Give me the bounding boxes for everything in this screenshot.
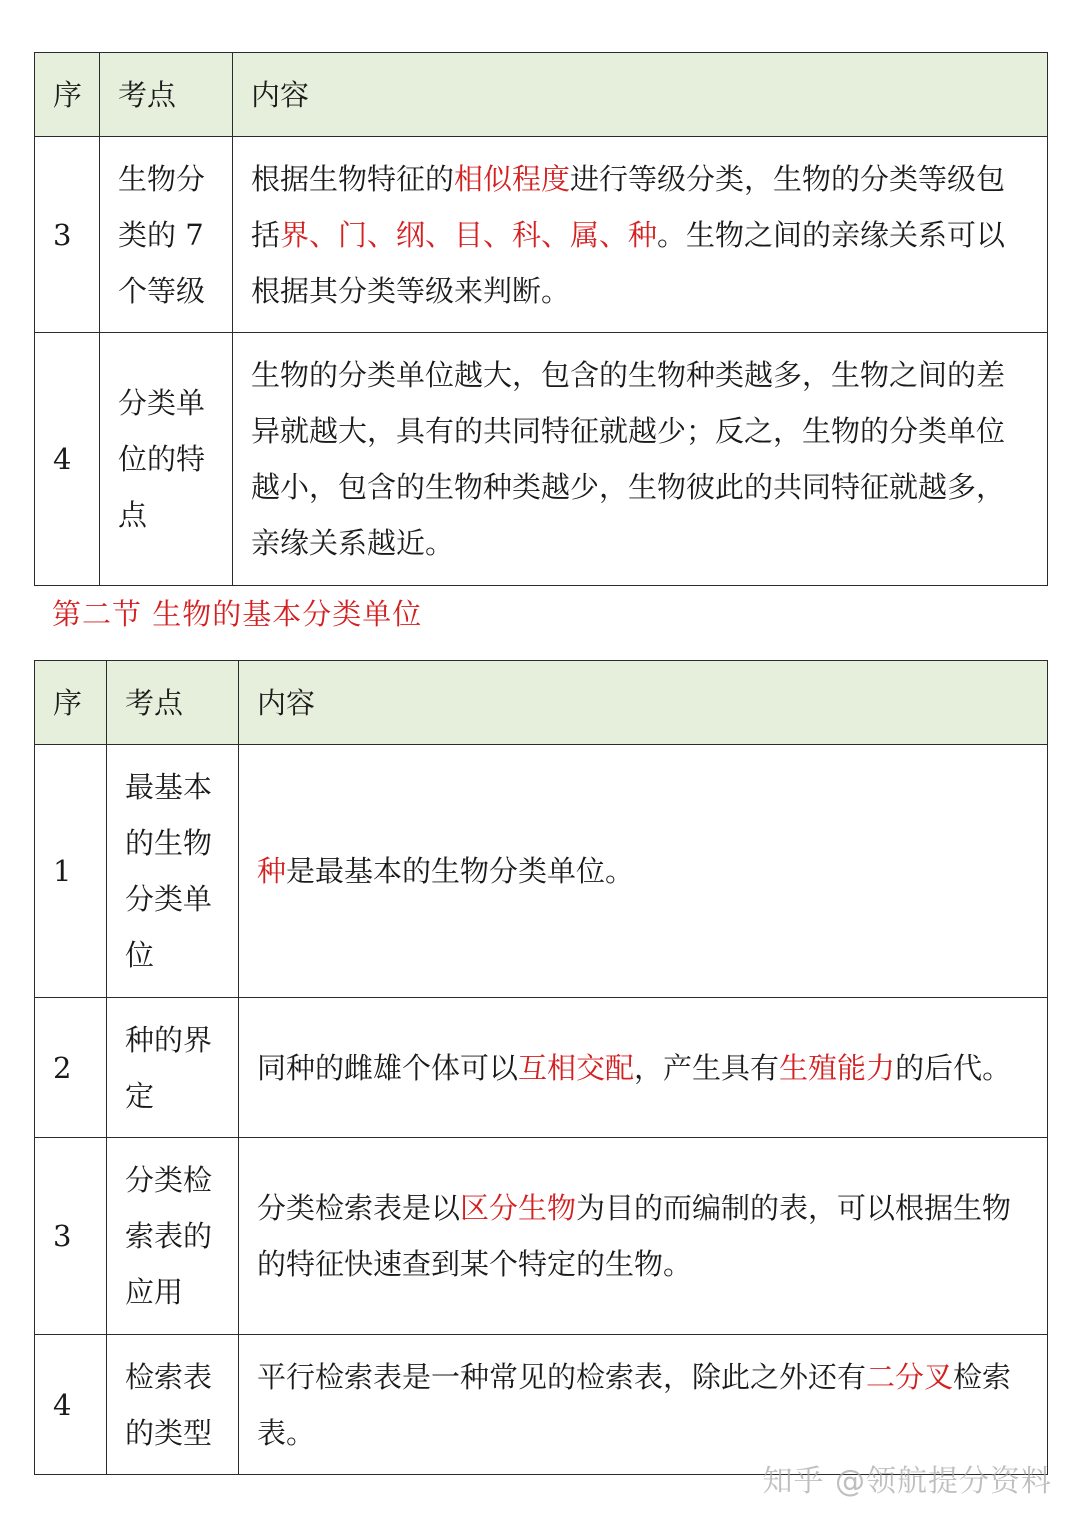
content-text: 是最基本的生物分类单位。 — [286, 854, 635, 888]
content-text: 。生物之间的亲缘关系可以根据其分类等级来判断。 — [251, 217, 1006, 308]
content-text: 的后代。 — [895, 1050, 1012, 1085]
row-content — [233, 333, 1048, 586]
row-num: 3 — [35, 137, 100, 333]
header-topic: 考点 — [100, 53, 233, 137]
highlight-text: 种 — [257, 854, 287, 888]
header-content: 内容 — [233, 53, 1048, 137]
content-text: 检索表。 — [257, 1359, 1012, 1450]
content-text: ，产生具有 — [634, 1050, 780, 1085]
row-topic: 分类单位的特点 — [100, 333, 233, 586]
highlight-text: 生殖能力 — [779, 1050, 896, 1085]
row-content — [239, 1138, 1048, 1335]
table-row — [35, 333, 1048, 586]
highlight-text: 界、门、纲、目、科、属、种 — [280, 217, 658, 252]
row-topic: 检索表的类型 — [107, 1335, 239, 1475]
row-topic: 种的界定 — [107, 998, 239, 1138]
table-header-row — [35, 53, 1048, 137]
row-content — [239, 998, 1048, 1138]
highlight-text: 区分生物 — [460, 1191, 577, 1225]
content-text: 进行等级分类，生物的分类等级包括 — [251, 161, 1006, 252]
highlight-text: 互相交配 — [518, 1050, 635, 1085]
table-row — [35, 1335, 1048, 1475]
table-row — [35, 998, 1048, 1138]
row-content — [233, 137, 1048, 333]
row-num: 4 — [35, 333, 100, 586]
watermark: 知乎 @领航提分资料 — [762, 1464, 1052, 1499]
highlight-text: 二分叉 — [866, 1359, 954, 1394]
header-topic: 考点 — [107, 661, 239, 745]
table-row — [35, 137, 1048, 333]
table-header-row — [35, 661, 1048, 745]
content-text: 根据生物特征的 — [251, 161, 455, 196]
table-row — [35, 1138, 1048, 1335]
header-content: 内容 — [239, 661, 1048, 745]
knowledge-table-1 — [34, 52, 1048, 586]
row-num: 3 — [35, 1138, 107, 1335]
content-text: 同种的雌雄个体可以 — [257, 1050, 519, 1085]
header-num: 序 — [35, 661, 107, 745]
row-content — [239, 745, 1048, 998]
header-num: 序 — [35, 53, 100, 137]
knowledge-table-2 — [34, 660, 1048, 1475]
content-text: 生物的分类单位越大，包含的生物种类越多，生物之间的差异就越大，具有的共同特征就越少；反之，生物的分类单位越小，包含的生物种类越少，生物彼此的共同特征就越多，亲缘关系越近。 — [251, 358, 1006, 560]
content-text: 为目的而编制的表，可以根据生物的特征快速查到某个特定的生物。 — [257, 1191, 1012, 1281]
row-topic: 最基本的生物分类单位 — [107, 745, 239, 998]
content-text: 分类检索表是以 — [257, 1191, 461, 1225]
table-row — [35, 745, 1048, 998]
row-num: 1 — [35, 745, 107, 998]
row-topic: 分类检索表的应用 — [107, 1138, 239, 1335]
content-text: 平行检索表是一种常见的检索表，除此之外还有 — [257, 1359, 867, 1394]
row-topic: 生物分类的 7 个等级 — [100, 137, 233, 333]
highlight-text: 相似程度 — [454, 161, 571, 196]
row-num: 2 — [35, 998, 107, 1138]
row-num: 4 — [35, 1335, 107, 1475]
row-content — [239, 1335, 1048, 1475]
section-title: 第二节 生物的基本分类单位 — [52, 597, 423, 631]
